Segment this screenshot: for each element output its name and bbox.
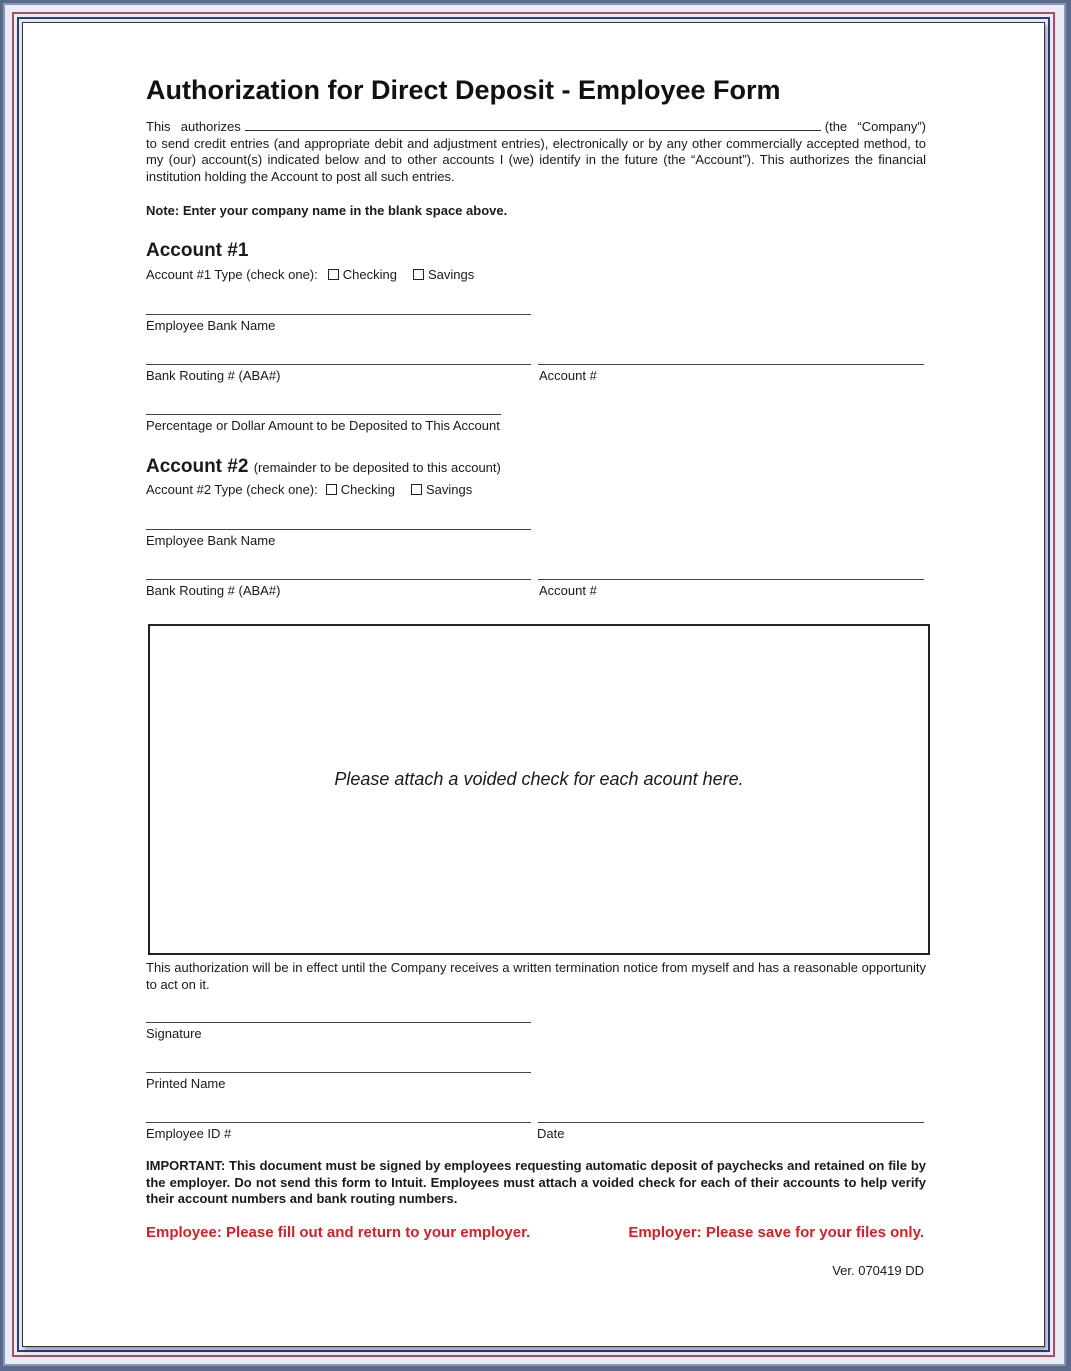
account1-account-field[interactable] — [538, 364, 924, 365]
account1-routing-label: Bank Routing # (ABA#) — [146, 368, 281, 383]
account2-heading-sub: (remainder to be deposited to this account) — [253, 460, 501, 475]
printed-name-field[interactable] — [146, 1072, 531, 1073]
account1-routing-field[interactable] — [146, 364, 531, 365]
account2-routing-field[interactable] — [146, 579, 531, 580]
account1-bank-name-label: Employee Bank Name — [146, 318, 276, 333]
account2-heading-text: Account #2 — [146, 456, 249, 477]
account2-savings-label: Savings — [425, 482, 473, 497]
account2-type-row — [146, 482, 472, 497]
intro-lead: This authorizes — [146, 119, 241, 134]
signature-field[interactable] — [146, 1022, 531, 1023]
printed-name-label: Printed Name — [146, 1076, 226, 1091]
account2-bank-name-label: Employee Bank Name — [146, 533, 276, 548]
note-text: Note: Enter your company name in the blank space above. — [146, 203, 508, 218]
version-text: Ver. 070419 DD — [832, 1263, 924, 1278]
account1-checking-label: Checking — [342, 267, 397, 282]
effect-paragraph: This authorization will be in effect until the Company receives a written termination notice from myself and has a reasonable opportunity to act on it. — [146, 960, 926, 992]
employer-instruction: Employer: Please save for your files only. — [628, 1224, 924, 1241]
company-name-field[interactable] — [245, 119, 821, 131]
employee-id-field[interactable] — [146, 1122, 531, 1123]
account2-routing-label: Bank Routing # (ABA#) — [146, 583, 281, 598]
date-field[interactable] — [538, 1122, 924, 1123]
account2-account-label: Account # — [539, 583, 597, 598]
form-page — [22, 22, 1045, 1347]
date-label: Date — [537, 1126, 565, 1141]
account1-account-label: Account # — [539, 368, 597, 383]
important-notice: IMPORTANT: This document must be signed by employees requesting automatic deposit of paychecks and retained on file by the employer. Do not send this form to Intuit. Employees must attach a voided check for each of their accounts to help verify their account numbers and bank routing numbers. — [146, 1158, 926, 1206]
account2-type-label: Account #2 Type (check one): — [146, 482, 318, 497]
page-title: Authorization for Direct Deposit - Employee Form — [146, 75, 781, 105]
account1-amount-field[interactable] — [146, 414, 501, 415]
account1-type-label: Account #1 Type (check one): — [146, 267, 318, 282]
account1-amount-label: Percentage or Dollar Amount to be Deposited to This Account — [146, 418, 500, 433]
intro-paragraph — [146, 119, 926, 185]
account1-type-row — [146, 267, 474, 282]
account2-bank-name-field[interactable] — [146, 529, 531, 530]
account1-bank-name-field[interactable] — [146, 314, 531, 315]
signature-label: Signature — [146, 1026, 202, 1041]
voided-check-area[interactable] — [148, 624, 930, 955]
account2-checking-checkbox[interactable] — [326, 484, 337, 495]
account1-checking-checkbox[interactable] — [328, 269, 339, 280]
intro-body: to send credit entries (and appropriate debit and adjustment entries), electronically or by any other commercially accepted method, to my (our) account(s) indicated below and to other accounts I (we) identify in the future (the “Account”). This authorizes the financial institution holding the Account to post all such entries. — [146, 135, 926, 184]
account2-heading — [146, 456, 501, 478]
account2-savings-checkbox[interactable] — [411, 484, 422, 495]
account1-savings-label: Savings — [427, 267, 475, 282]
account1-savings-checkbox[interactable] — [413, 269, 424, 280]
account1-heading: Account #1 — [146, 240, 249, 261]
voided-check-text: Please attach a voided check for each acount here. — [334, 769, 744, 789]
intro-company-suffix: (the “Company”) — [824, 119, 927, 134]
employee-instruction: Employee: Please fill out and return to your employer. — [146, 1224, 531, 1241]
employee-id-label: Employee ID # — [146, 1126, 232, 1141]
account2-checking-label: Checking — [340, 482, 395, 497]
account2-account-field[interactable] — [538, 579, 924, 580]
